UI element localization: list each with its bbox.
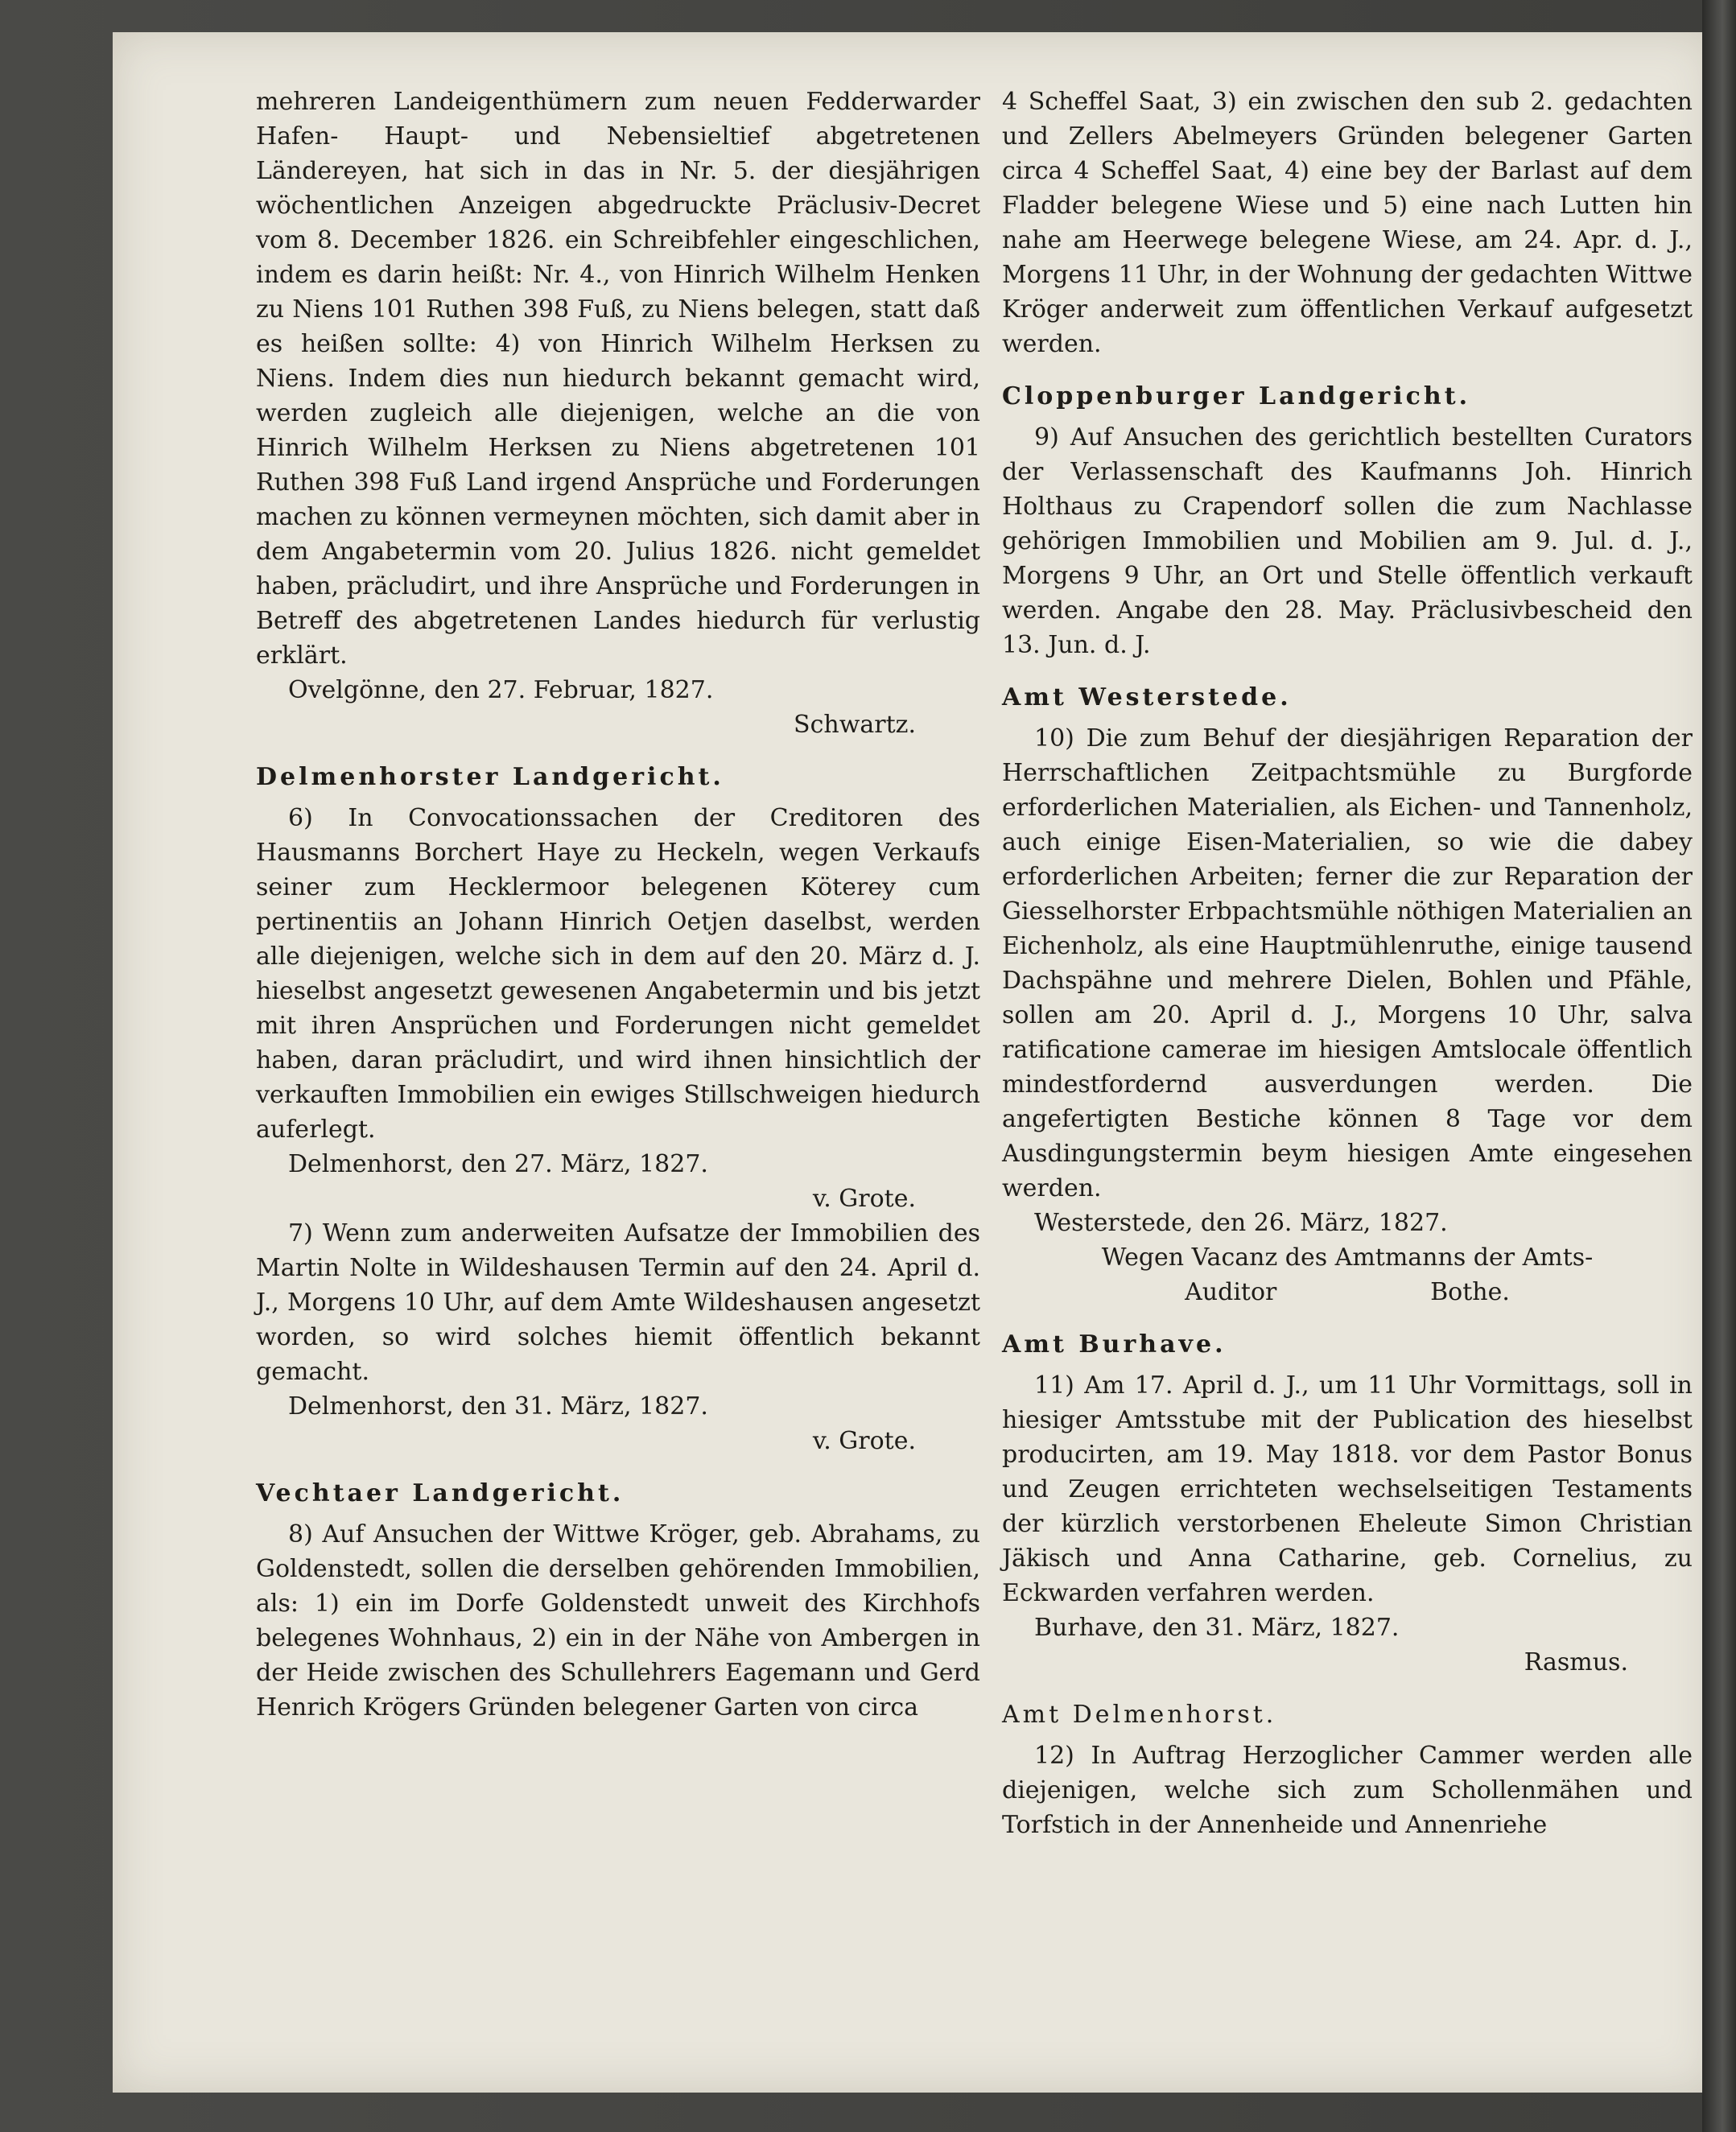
notice-place-date: Delmenhorst, den 31. März, 1827. <box>288 1392 708 1421</box>
notice-place-date: Ovelgönne, den 27. Februar, 1827. <box>288 676 714 704</box>
section-heading: Amt Westerstede. <box>1002 683 1292 711</box>
section-heading: Cloppenburger Landgericht. <box>1002 382 1471 410</box>
section-heading: Vechtaer Landgericht. <box>256 1479 625 1507</box>
section-heading: Amt Burhave. <box>1002 1330 1227 1359</box>
notice-8: 8) Auf Ansuchen der Wittwe Kröger, geb. Abrahams, zu Goldenstedt, sollen die derselben gehörenden Immobilien, als: 1) ein im Dorfe Goldenstedt unweit des Kirchhofs belegenes Wohnhaus, 2) ein in der Nähe von Ambergen in der Heide zwischen des Schullehrers Eagemann und Gerd Henrich Krögers Gründen belegener Garten von circa <box>256 1520 980 1722</box>
notice-signature: v. Grote. <box>812 1185 916 1213</box>
notice-9: 9) Auf Ansuchen des gerichtlich bestellten Curators der Verlassenschaft des Kaufmanns Joh. Hinrich Holthaus zu Crapendorf sollen die zum Nachlasse gehörigen Immobilien und Mobilien am 9. Jul. d. J., Morgens 9 Uhr, an Ort und Stelle öffentlich verkauft werden. Angabe den 28. May. Präclusivbescheid den 13. Jun. d. J. <box>1002 423 1693 659</box>
section-heading: Delmenhorster Landgericht. <box>256 763 724 791</box>
notice-place-date: Burhave, den 31. März, 1827. <box>1034 1614 1400 1642</box>
notice-signature: Wegen Vacanz des Amtmanns der Amts- <box>1101 1243 1594 1272</box>
notice-10: 10) Die zum Behuf der diesjährigen Reparation der Herrschaftlichen Zeitpachtsmühle zu Burgforde erforderlichen Materialien, als Eichen- und Tannenholz, auch einige Eisen-Materialien, so wie die dabey erforderlichen Arbeiten; ferner die zur Reparation der Giesselhorster Erbpachtsmühle nöthigen Materialien an Eichenholz, als eine Hauptmühlenruthe, einige tausend Dachspähne und mehrere Dielen, Bohlen und Pfähle, sollen am 20. April d. J., Morgens 10 Uhr, salva ratificatione camerae im hiesigen Amtslocale öffentlich mindestfordernd ausverdungen werden. Die angefertigten Bestiche können 8 Tage vor dem Ausdingungstermin beym hiesigen Amte eingesehen werden. <box>1002 724 1693 1202</box>
notice-signature: Schwartz. <box>794 711 916 739</box>
notice-7: 7) Wenn zum anderweiten Aufsatze der Immobilien des Martin Nolte in Wildeshausen Termin auf den 24. April d. J., Morgens 10 Uhr, auf dem Amte Wildeshausen angesetzt worden, so wird solches hiemit öffentlich bekannt gemacht. <box>256 1219 980 1386</box>
notice-signature: Rasmus. <box>1524 1648 1628 1676</box>
notice-6: 6) In Convocationssachen der Creditoren des Hausmanns Borchert Haye zu Heckeln, wegen Verkaufs seiner zum Hecklermoor belegenen Köterey cum pertinentiis an Johann Hinrich Oetjen daselbst, werden alle diejenigen, welche sich in dem auf den 20. März d. J. hieselbst angesetzt gewesenen Angabetermin und bis jetzt mit ihren Ansprüchen und Forderungen nicht gemeldet haben, daran präcludirt, und wird ihnen hinsichtlich der verkauften Immobilien ein ewiges Stillschweigen hiedurch auferlegt. <box>256 804 980 1144</box>
book-spine <box>1702 0 1736 2132</box>
left-column <box>256 85 980 1725</box>
notice-place-date: Westerstede, den 26. März, 1827. <box>1034 1209 1448 1237</box>
notice-12: 12) In Auftrag Herzoglicher Cammer werden alle diejenigen, welche sich zum Schollenmähen und Torfstich in der Annenheide und Annenriehe <box>1002 1742 1693 1839</box>
section-heading: Amt Delmenhorst. <box>1002 1701 1277 1729</box>
notice-place-date: Delmenhorst, den 27. März, 1827. <box>288 1150 708 1178</box>
notice-5-continuation: mehreren Landeigenthümern zum neuen Fedderwarder Hafen- Haupt- und Nebensieltief abgetretenen Ländereyen, hat sich in das in Nr. 5. der diesjährigen wöchentlichen Anzeigen abgedruckte Präclusiv-Decret vom 8. December 1826. ein Schreibfehler eingeschlichen, indem es darin heißt: Nr. 4., von Hinrich Wilhelm Henken zu Niens 101 Ruthen 398 Fuß, zu Niens belegen, statt daß es heißen sollte: 4) von Hinrich Wilhelm Herksen zu Niens. Indem dies nun hiedurch bekannt gemacht wird, werden zugleich alle diejenigen, welche an die von Hinrich Wilhelm Herksen zu Niens abgetretenen 101 Ruthen 398 Fuß Land irgend Ansprüche und Forderungen machen zu können vermeynen möchten, sich damit aber in dem Angabetermin vom 20. Julius 1826. nicht gemeldet haben, präcludirt, und ihre Ansprüche und Forderungen in Betreff des abgetretenen Landes hiedurch für verlustig erklärt. <box>256 88 980 670</box>
notice-signature: v. Grote. <box>812 1427 916 1455</box>
notice-8-continuation: 4 Scheffel Saat, 3) ein zwischen den sub 2. gedachten und Zellers Abelmeyers Gründen belegener Garten circa 4 Scheffel Saat, 4) eine bey der Barlast auf dem Fladder belegene Wiese und 5) eine nach Lutten hin nahe am Heerwege belegene Wiese, am 24. Apr. d. J., Morgens 11 Uhr, in der Wohnung der gedachten Wittwe Kröger anderweit zum öffentlichen Verkauf aufgesetzt werden. <box>1002 88 1693 358</box>
notice-11: 11) Am 17. April d. J., um 11 Uhr Vormittags, soll in hiesiger Amtsstube mit der Publication des hieselbst producirten, am 19. May 1818. vor dem Pastor Bonus und Zeugen errichteten wechselseitigen Testaments der kürzlich verstorbenen Eheleute Simon Christian Jäkisch und Anna Catharine, geb. Cornelius, zu Eckwarden verfahren werden. <box>1002 1371 1693 1607</box>
right-column <box>1002 85 1693 1842</box>
notice-signature: Auditor Bothe. <box>1185 1278 1510 1306</box>
